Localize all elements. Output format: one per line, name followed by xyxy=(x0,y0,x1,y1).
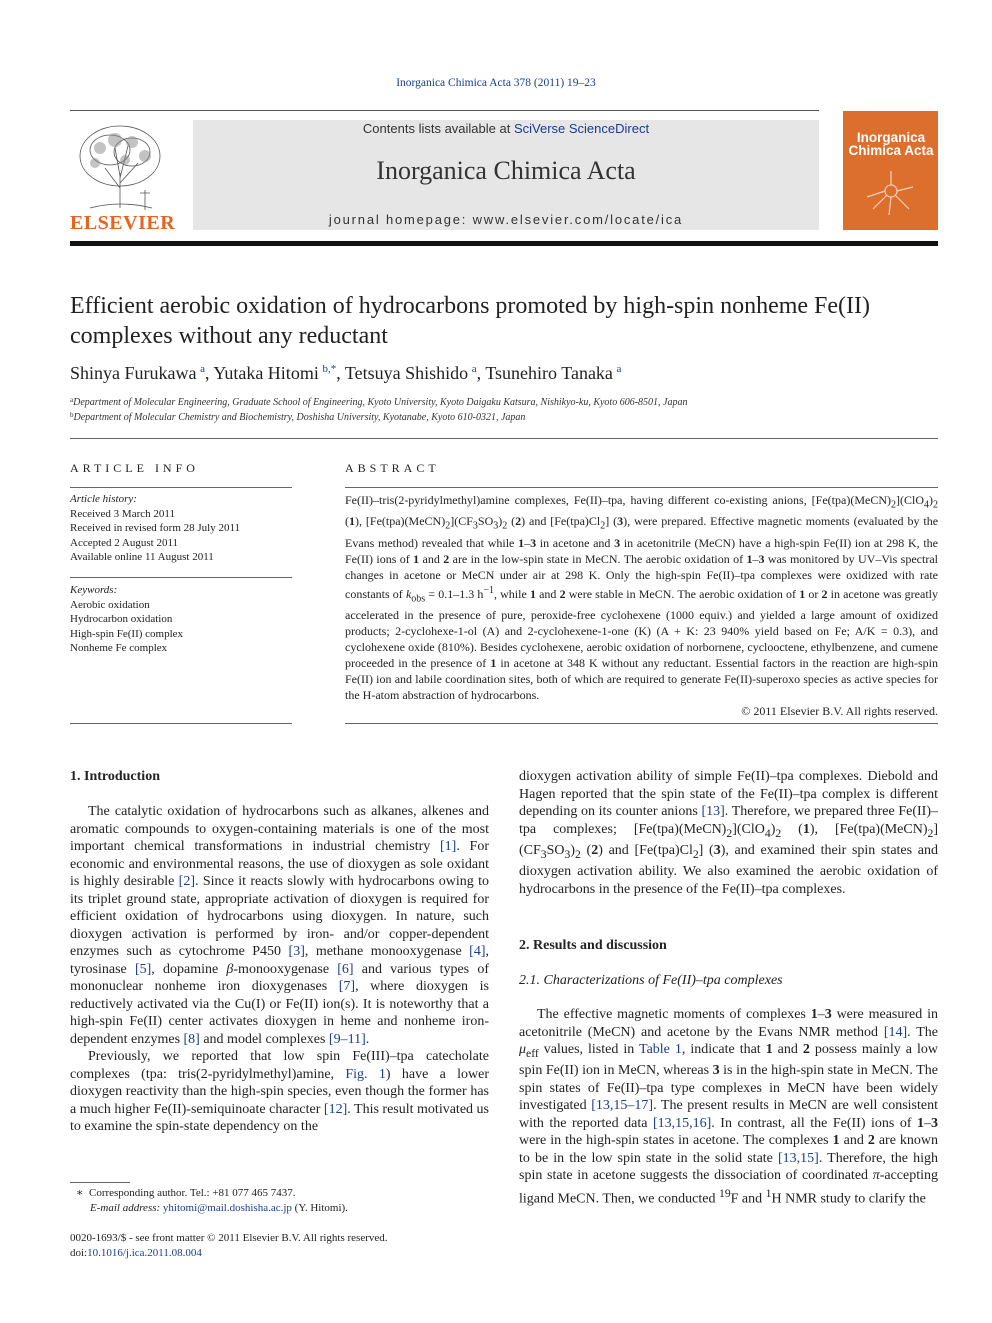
affiliation-a xyxy=(70,396,930,408)
section-heading-introduction: 1. Introduction xyxy=(70,769,160,784)
section-heading-results: 2. Results and discussion xyxy=(519,938,667,953)
email-label: E-mail address: xyxy=(90,1202,163,1214)
history-item: Accepted 2 August 2011 xyxy=(70,536,179,549)
footnote-rule xyxy=(70,1182,130,1183)
email-suffix: (Y. Hitomi). xyxy=(291,1202,348,1214)
cover-illustration-icon xyxy=(853,163,928,223)
issn-doi-block xyxy=(70,1231,489,1261)
keyword: Aerobic oxidation xyxy=(70,598,150,611)
affiliation-mark: a xyxy=(70,396,74,404)
contents-line xyxy=(193,121,819,136)
affiliation-text: Department of Molecular Chemistry and Biochemistry, Doshisha University, Kyotanabe, Kyoto 610-0321, Japan xyxy=(73,412,526,423)
abstract-body: Fe(II)–tris(2-pyridylmethyl)amine complexes, Fe(II)–tpa, having different co-existing anions, $[Fe(tpa)(MeCN)_2](ClO_4)_2$ (1), $[Fe(tpa)(MeCN)_2](CF_3SO_3)_2$ (2) and $[Fe(tpa)Cl_2]$ (3), were prepared. Effective magnetic moments (evaluated by the Evans method) revealed that while 1–3 in acetone and 3 in acetonitrile (MeCN) have a high-spin Fe(II) ion at 298 K, the Fe(II) ions of 1 and 2 are in the low-spin state in MeCN. The aerobic oxidation of 1–3 was monitored by UV–Vis spectral changes in acetone or MeCN under air at 298 K. Only the high-spin Fe(II)–tpa complexes were oxidized with rate constants of $k_{obs} = 0.1-1.3$ $h^{-1}$, while 1 and 2 were stable in MeCN. The aerobic oxidation of 1 or 2 in acetone was greatly accelerated in the presence of pure, peroxide-free cyclohexene (1000 equiv.) and yielded a large amount of oxidized products; 2-cyclohexe-1-ol (A) and 2-cyclohexene-1-one (K) (A + K: 23 940% yield based on Fe; A/K = 0.3), and cyclohexene oxide (810%). Besides cyclohexene, aerobic oxidation of norbornene, cyclooctene, ethylbenzene, and cumene proceeded in the presence of 1 in acetone at 348 K without any reductant. Essential factors in the reaction are high-spin Fe(II) ion and labile coordination sites, both of which are required to generate Fe(II)-superoxo species as active species for the H-atom abstraction of hydrocarbons. © 2011 Elsevier B.V. All rights reserved. xyxy=(345,493,939,719)
abstract-bottom-rule xyxy=(345,723,938,724)
corresponding-text: Corresponding author. Tel.: +81 077 465 7437. xyxy=(88,1187,296,1199)
journal-cover-image[interactable] xyxy=(843,111,938,230)
article-info-bottom-rule xyxy=(70,723,292,724)
article-title: Efficient aerobic oxidation of hydrocarbons promoted by high-spin nonheme Fe(II) complexes without any reductant xyxy=(70,293,871,349)
affiliation-b xyxy=(70,411,930,423)
author-affiliation-mark[interactable]: a xyxy=(200,363,205,375)
intro-body: The catalytic oxidation of hydrocarbons such as alkanes, alkenes and aromatic compounds to oxygen-containing materials is one of the most important chemical transformations in industrial chemistry [1]. For economic and environmental reasons, the use of dioxygen as sole oxidant is highly desirable [2]. Since it reacts slowly with hydrocarbons owing to its triplet ground state, appropriate activation of dioxygen is required for efficient oxidation of hydrocarbons using dioxygen. In nature, such dioxygen activation is performed by iron- and/or copper-dependent enzymes such as cytochrome P450 [3], methane monooxygenase [4], tyrosinase [5], dopamine β-monooxygenase [6] and various types of mononuclear nonheme iron dioxygenases [7], where dioxygen is reductively activated via the Cu(I) or Fe(II) ion(s). It is noteworthy that a high-spin Fe(II) center activates dioxygen in heme and nonheme iron-dependent enzymes [8] and model complexes [9–11]. Previously, we reported that low spin Fe(III)–tpa catecholate complexes (tpa: tris(2-pyridylmethyl)amine, Fig. 1) have a lower dioxygen reactivity than the high-spin species, even though the former has a much higher Fe(II)-semiquinoate character [12]. This result motivated us to examine the spin-state dependency on the xyxy=(70,804,489,1134)
keyword: Nonheme Fe complex xyxy=(70,642,168,654)
article-info-rule xyxy=(70,487,292,488)
contents-prefix: Contents lists available at xyxy=(362,121,514,136)
history-item: Received 3 March 2011 xyxy=(70,507,175,520)
article-history xyxy=(70,492,292,565)
author-name: Tsunehiro Tanaka xyxy=(485,363,613,383)
subsection-heading-characterization: 2.1. Characterizations of Fe(II)–tpa complexes xyxy=(519,973,783,988)
abstract-copyright: © 2011 Elsevier B.V. All rights reserved. xyxy=(741,704,938,719)
results-body: The effective magnetic moments of complexes 1–3 were measured in acetonitrile (MeCN) and acetone by the Evans NMR method [14]. The $\mu_{eff}$ values, listed in Table 1, indicate that 1 and 2 possess mainly a low spin Fe(II) ion in MeCN, whereas 3 is in the high-spin state in MeCN. The spin states of Fe(II)–tpa type complexes in MeCN have been widely investigated [13,15–17]. The present results in MeCN are well consistent with the reported data [13,15,16]. In contrast, all the Fe(II) ions of 1–3 were in the high-spin states in acetone. The complexes 1 and 2 are known to be in the low spin state in the solid state [13,15]. Therefore, the high spin state in acetone suggests the dissociation of coordinated π-accepting ligand MeCN. Then, we conducted $^{19}$F and $^1$H NMR study to clarify the xyxy=(519,1007,939,1207)
author-affiliation-mark[interactable]: a xyxy=(471,363,477,375)
corresponding-footnote: ∗ Corresponding author. Tel.: +81 077 465 7437. E-mail address: yhitomi@mail.doshisha.ac.jp (Y. Hitomi). xyxy=(76,1187,348,1214)
cover-title: Inorganica Chimica Acta xyxy=(848,130,934,158)
author-name: Shinya Furukawa xyxy=(70,363,197,383)
keywords-rule xyxy=(70,577,292,578)
keywords xyxy=(70,583,292,656)
history-label: Article history: xyxy=(70,493,137,505)
elsevier-wordmark: ELSEVIER xyxy=(70,212,176,234)
title-block-rule xyxy=(70,438,938,439)
affiliation-mark: b xyxy=(70,411,74,419)
abstract-heading: ABSTRACT xyxy=(345,461,440,475)
author-affiliation-mark[interactable]: a xyxy=(616,363,622,375)
journal-homepage[interactable]: journal homepage: www.elsevier.com/locate/ica xyxy=(328,212,684,227)
header-rule xyxy=(70,110,819,111)
author-name: Yutaka Hitomi xyxy=(213,363,319,383)
article-info-heading: ARTICLE INFO xyxy=(70,461,199,475)
author-name: Tetsuya Shishido xyxy=(344,363,469,383)
header-thick-rule xyxy=(70,241,938,246)
doi-link[interactable]: 10.1016/j.ica.2011.08.004 xyxy=(87,1247,202,1259)
abstract-rule xyxy=(345,487,938,488)
author-affiliation-mark[interactable]: b,* xyxy=(322,363,337,375)
keywords-label: Keywords: xyxy=(70,584,118,596)
history-item: Available online 11 August 2011 xyxy=(70,551,214,563)
intro-continued: dioxygen activation ability of simple Fe(II)–tpa complexes. Diebold and Hagen reported that the spin state of the Fe(II)–tpa complex is different depending on its counter anions [13]. Therefore, we prepared three Fe(II)–tpa complexes; $[Fe(tpa)(MeCN)_2](ClO_4)_2$ (1), $[Fe(tpa)(MeCN)_2](CF_3SO_3)_2$ (2) and $[Fe(tpa)Cl_2]$ (3), and examined their spin states and dioxygen activation ability. We also examined the aerobic oxidation of hydrocarbons in the presence of the Fe(II)–tpa complexes. xyxy=(519,769,939,897)
keyword: Hydrocarbon oxidation xyxy=(70,613,173,625)
keyword: High-spin Fe(II) complex xyxy=(70,627,184,640)
history-item: Received in revised form 28 July 2011 xyxy=(70,522,241,534)
affiliation-text: Department of Molecular Engineering, Graduate School of Engineering, Kyoto University, Kyoto Daigaku Katsura, Nishikyo-ku, Kyoto 606-8501, Japan xyxy=(73,397,688,408)
sciencedirect-link[interactable]: SciVerse ScienceDirect xyxy=(513,121,650,136)
journal-citation[interactable]: Inorganica Chimica Acta 378 (2011) 19–23 xyxy=(396,77,596,89)
journal-name: Inorganica Chimica Acta xyxy=(376,156,636,185)
email-link[interactable]: yhitomi@mail.doshisha.ac.jp xyxy=(162,1202,292,1214)
issn-line: 0020-1693/$ - see front matter © 2011 Elsevier B.V. All rights reserved. xyxy=(70,1232,388,1244)
author-list: Shinya Furukawa $^a$, Yutaka Hitomi $^{b,*}$, Tetsuya Shishido $^a$, Tsunehiro Tanaka $^a$ xyxy=(70,363,622,383)
doi-label: doi: xyxy=(70,1247,88,1259)
